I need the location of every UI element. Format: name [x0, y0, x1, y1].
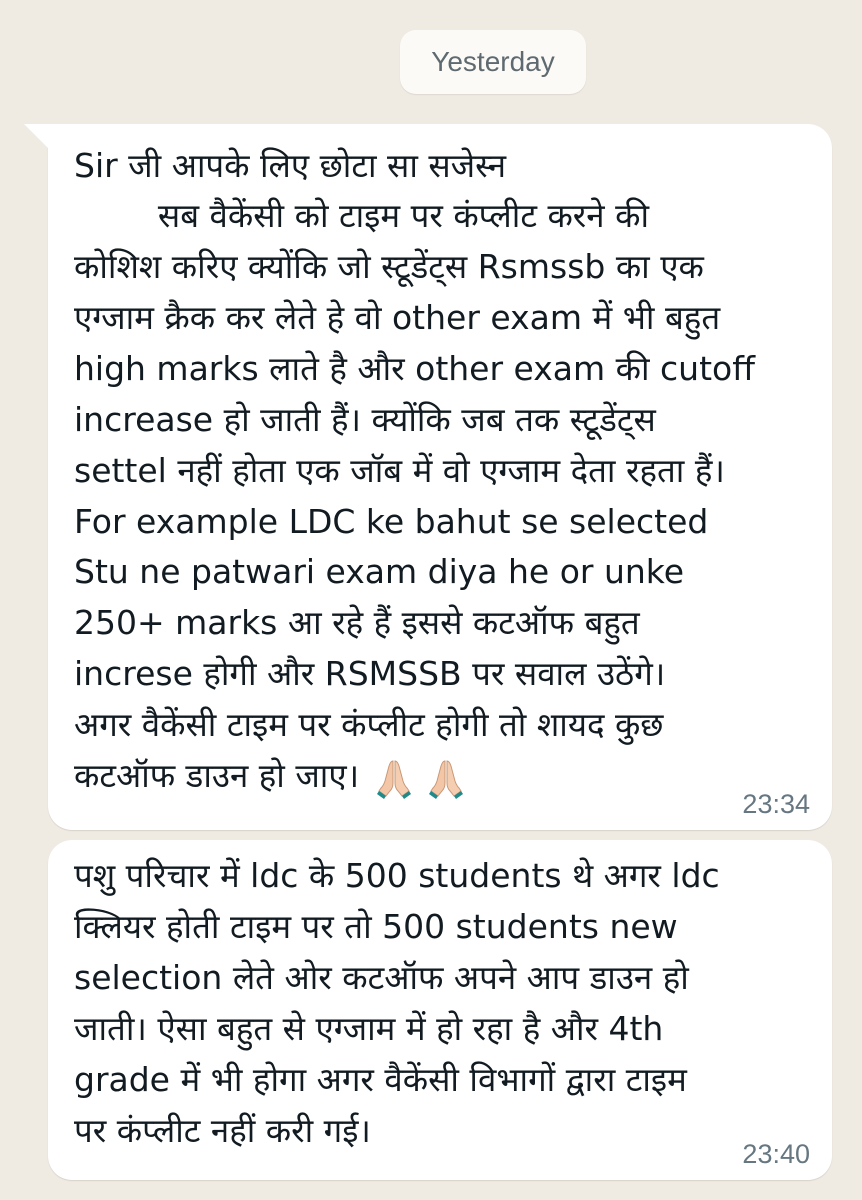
- date-chip-label: Yesterday: [431, 46, 555, 77]
- message-text-line: grade में भी होगा अगर वैकेंसी विभागों द्वारा टाइम: [74, 1060, 687, 1099]
- message-text-line: high marks लाते है और other exam की cutoff: [74, 349, 755, 388]
- message-text-line: जाती। ऐसा बहुत से एग्जाम में हो रहा है और 4th: [74, 1009, 664, 1048]
- message-text-line: increse होगी और RSMSSB पर सवाल उठेंगे।: [74, 654, 666, 693]
- message-text-line: सब वैकेंसी को टाइम पर कंप्लीट करने की: [74, 196, 649, 235]
- message-bubble[interactable]: [48, 840, 832, 1180]
- message-bubble[interactable]: [48, 124, 832, 830]
- message-text-line: For example LDC ke bahut se selected: [74, 502, 709, 541]
- message-text: कटऑफ डाउन हो जाए।: [74, 756, 360, 795]
- message-text-line: increase हो जाती हैं। क्योंकि जब तक स्टूडेंट्स: [74, 400, 656, 439]
- message-text-line: एग्जाम क्रैक कर लेते हे वो other exam में भी बहुत: [74, 298, 721, 337]
- message-text-line: selection लेते ओर कटऑफ अपने आप डाउन हो: [74, 958, 689, 997]
- folded-hands-icon: [376, 757, 412, 799]
- folded-hands-icon: [428, 757, 464, 799]
- message-text-line: पशु परिचार में ldc के 500 students थे अगर ldc: [74, 856, 720, 895]
- message-text-line: 250+ marks आ रहे हैं इससे कटऑफ बहुत: [74, 603, 640, 642]
- message-text-line: Stu ne patwari exam diya he or unke: [74, 552, 685, 591]
- message-text-line: कोशिश करिए क्योंकि जो स्टूडेंट्स Rsmssb का एक: [74, 247, 704, 286]
- message-text-line-last: [74, 756, 464, 799]
- message-text-line: settel नहीं होता एक जॉब में वो एग्जाम देता रहता हैं।: [74, 451, 725, 490]
- message-timestamp: 23:34: [742, 789, 810, 819]
- message-text-line: Sir जी आपके लिए छोटा सा सजेस्न: [74, 146, 507, 185]
- message-text-line: पर कंप्लीट नहीं करी गई।: [74, 1111, 371, 1150]
- message-timestamp: 23:40: [742, 1139, 810, 1169]
- message-text-line: अगर वैकेंसी टाइम पर कंप्लीट होगी तो शायद कुछ: [74, 705, 664, 744]
- date-chip: [400, 30, 586, 94]
- message-text-line: क्लियर होती टाइम पर तो 500 students new: [74, 907, 678, 946]
